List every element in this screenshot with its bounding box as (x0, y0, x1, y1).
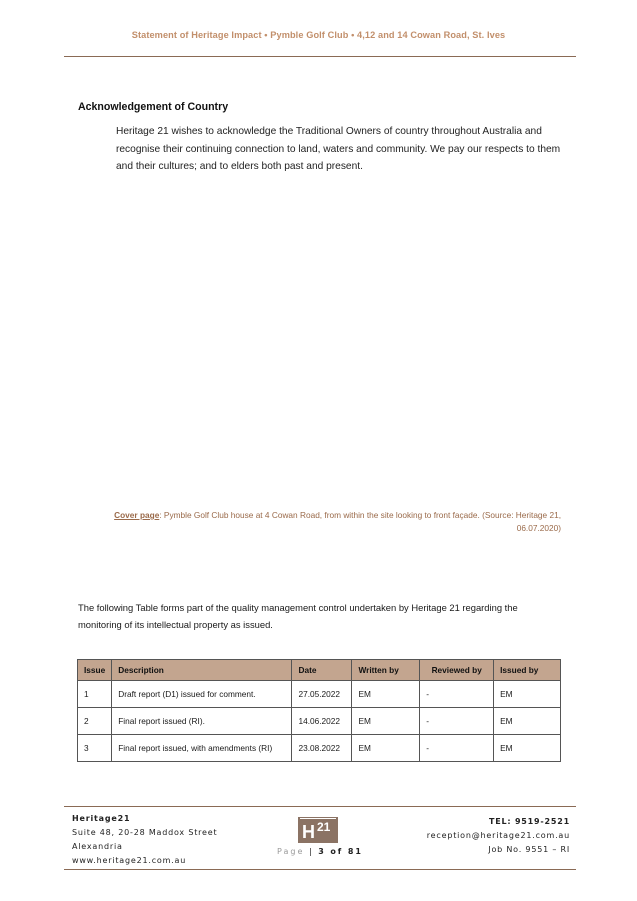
footer-telephone: TEL: 9519-2521 (488, 817, 570, 826)
footer-website: www.heritage21.com.au (72, 856, 187, 865)
footer-company-name: Heritage21 (72, 814, 131, 823)
cell-issue: 2 (78, 708, 112, 735)
cover-caption-label: Cover page (114, 510, 160, 520)
cell-description: Final report issued (RI). (112, 708, 292, 735)
quality-management-text: The following Table forms part of the quality management control undertaken by Heritage 21 regarding the monitoring of its intellectual property as issued. (78, 602, 518, 630)
page-of: of (330, 847, 344, 856)
cell-written-by: EM (352, 735, 420, 762)
cell-date: 27.05.2022 (292, 681, 352, 708)
footer-contact-right (400, 815, 570, 857)
cell-date: 23.08.2022 (292, 735, 352, 762)
cell-issued-by: EM (494, 681, 561, 708)
cell-issue: 3 (78, 735, 112, 762)
col-header-description: Description (112, 660, 292, 681)
issue-table-header-row (78, 660, 561, 681)
cell-reviewed-by: - (420, 708, 494, 735)
footer-divider-bottom (64, 869, 576, 870)
logo-letter: H (302, 822, 315, 842)
cell-description: Final report issued, with amendments (RI) (112, 735, 292, 762)
heritage21-logo (298, 817, 338, 843)
table-row (78, 708, 561, 735)
cell-reviewed-by: - (420, 735, 494, 762)
col-header-written-by: Written by (352, 660, 420, 681)
header-divider (64, 56, 576, 57)
col-header-date: Date (292, 660, 352, 681)
footer-address-line2: Alexandria (72, 842, 123, 851)
cell-issued-by: EM (494, 735, 561, 762)
page-total: 81 (347, 847, 363, 856)
cell-issued-by: EM (494, 708, 561, 735)
cell-written-by: EM (352, 681, 420, 708)
acknowledgement-heading: Acknowledgement of Country (78, 101, 229, 113)
footer-job-number: Job No. 9551 – RI (488, 845, 570, 854)
cell-description: Draft report (D1) issued for comment. (112, 681, 292, 708)
cell-issue: 1 (78, 681, 112, 708)
table-row (78, 735, 561, 762)
page-word: Page (277, 847, 305, 856)
footer-divider-top (64, 806, 576, 807)
col-header-issue: Issue (78, 660, 112, 681)
footer-address-line1: Suite 48, 20-28 Maddox Street (72, 828, 218, 837)
page-current: 3 (318, 847, 326, 856)
footer-contact-left (72, 812, 217, 868)
issue-table (77, 659, 561, 762)
logo-number: 21 (317, 820, 331, 834)
cover-caption (78, 509, 561, 534)
cell-written-by: EM (352, 708, 420, 735)
acknowledgement-body: Heritage 21 wishes to acknowledge the Traditional Owners of country throughout Australia and recognise their continuing connection to land, waters and community. We pay our respects to them and their cultures; and to elders both past and present. (116, 126, 561, 172)
running-header: Statement of Heritage Impact • Pymble Golf Club • 4,12 and 14 Cowan Road, St. Ives (131, 30, 506, 40)
col-header-issued-by: Issued by (494, 660, 561, 681)
footer-email: reception@heritage21.com.au (426, 831, 570, 840)
cell-reviewed-by: - (420, 681, 494, 708)
cell-date: 14.06.2022 (292, 708, 352, 735)
page-number (230, 847, 410, 856)
page-separator: | (308, 847, 314, 856)
table-row (78, 681, 561, 708)
cover-caption-text: : Pymble Golf Club house at 4 Cowan Road, from within the site looking to front façade. (Source: Heritage 21, 06.07.2020) (159, 510, 561, 533)
col-header-reviewed-by: Reviewed by (420, 660, 494, 681)
